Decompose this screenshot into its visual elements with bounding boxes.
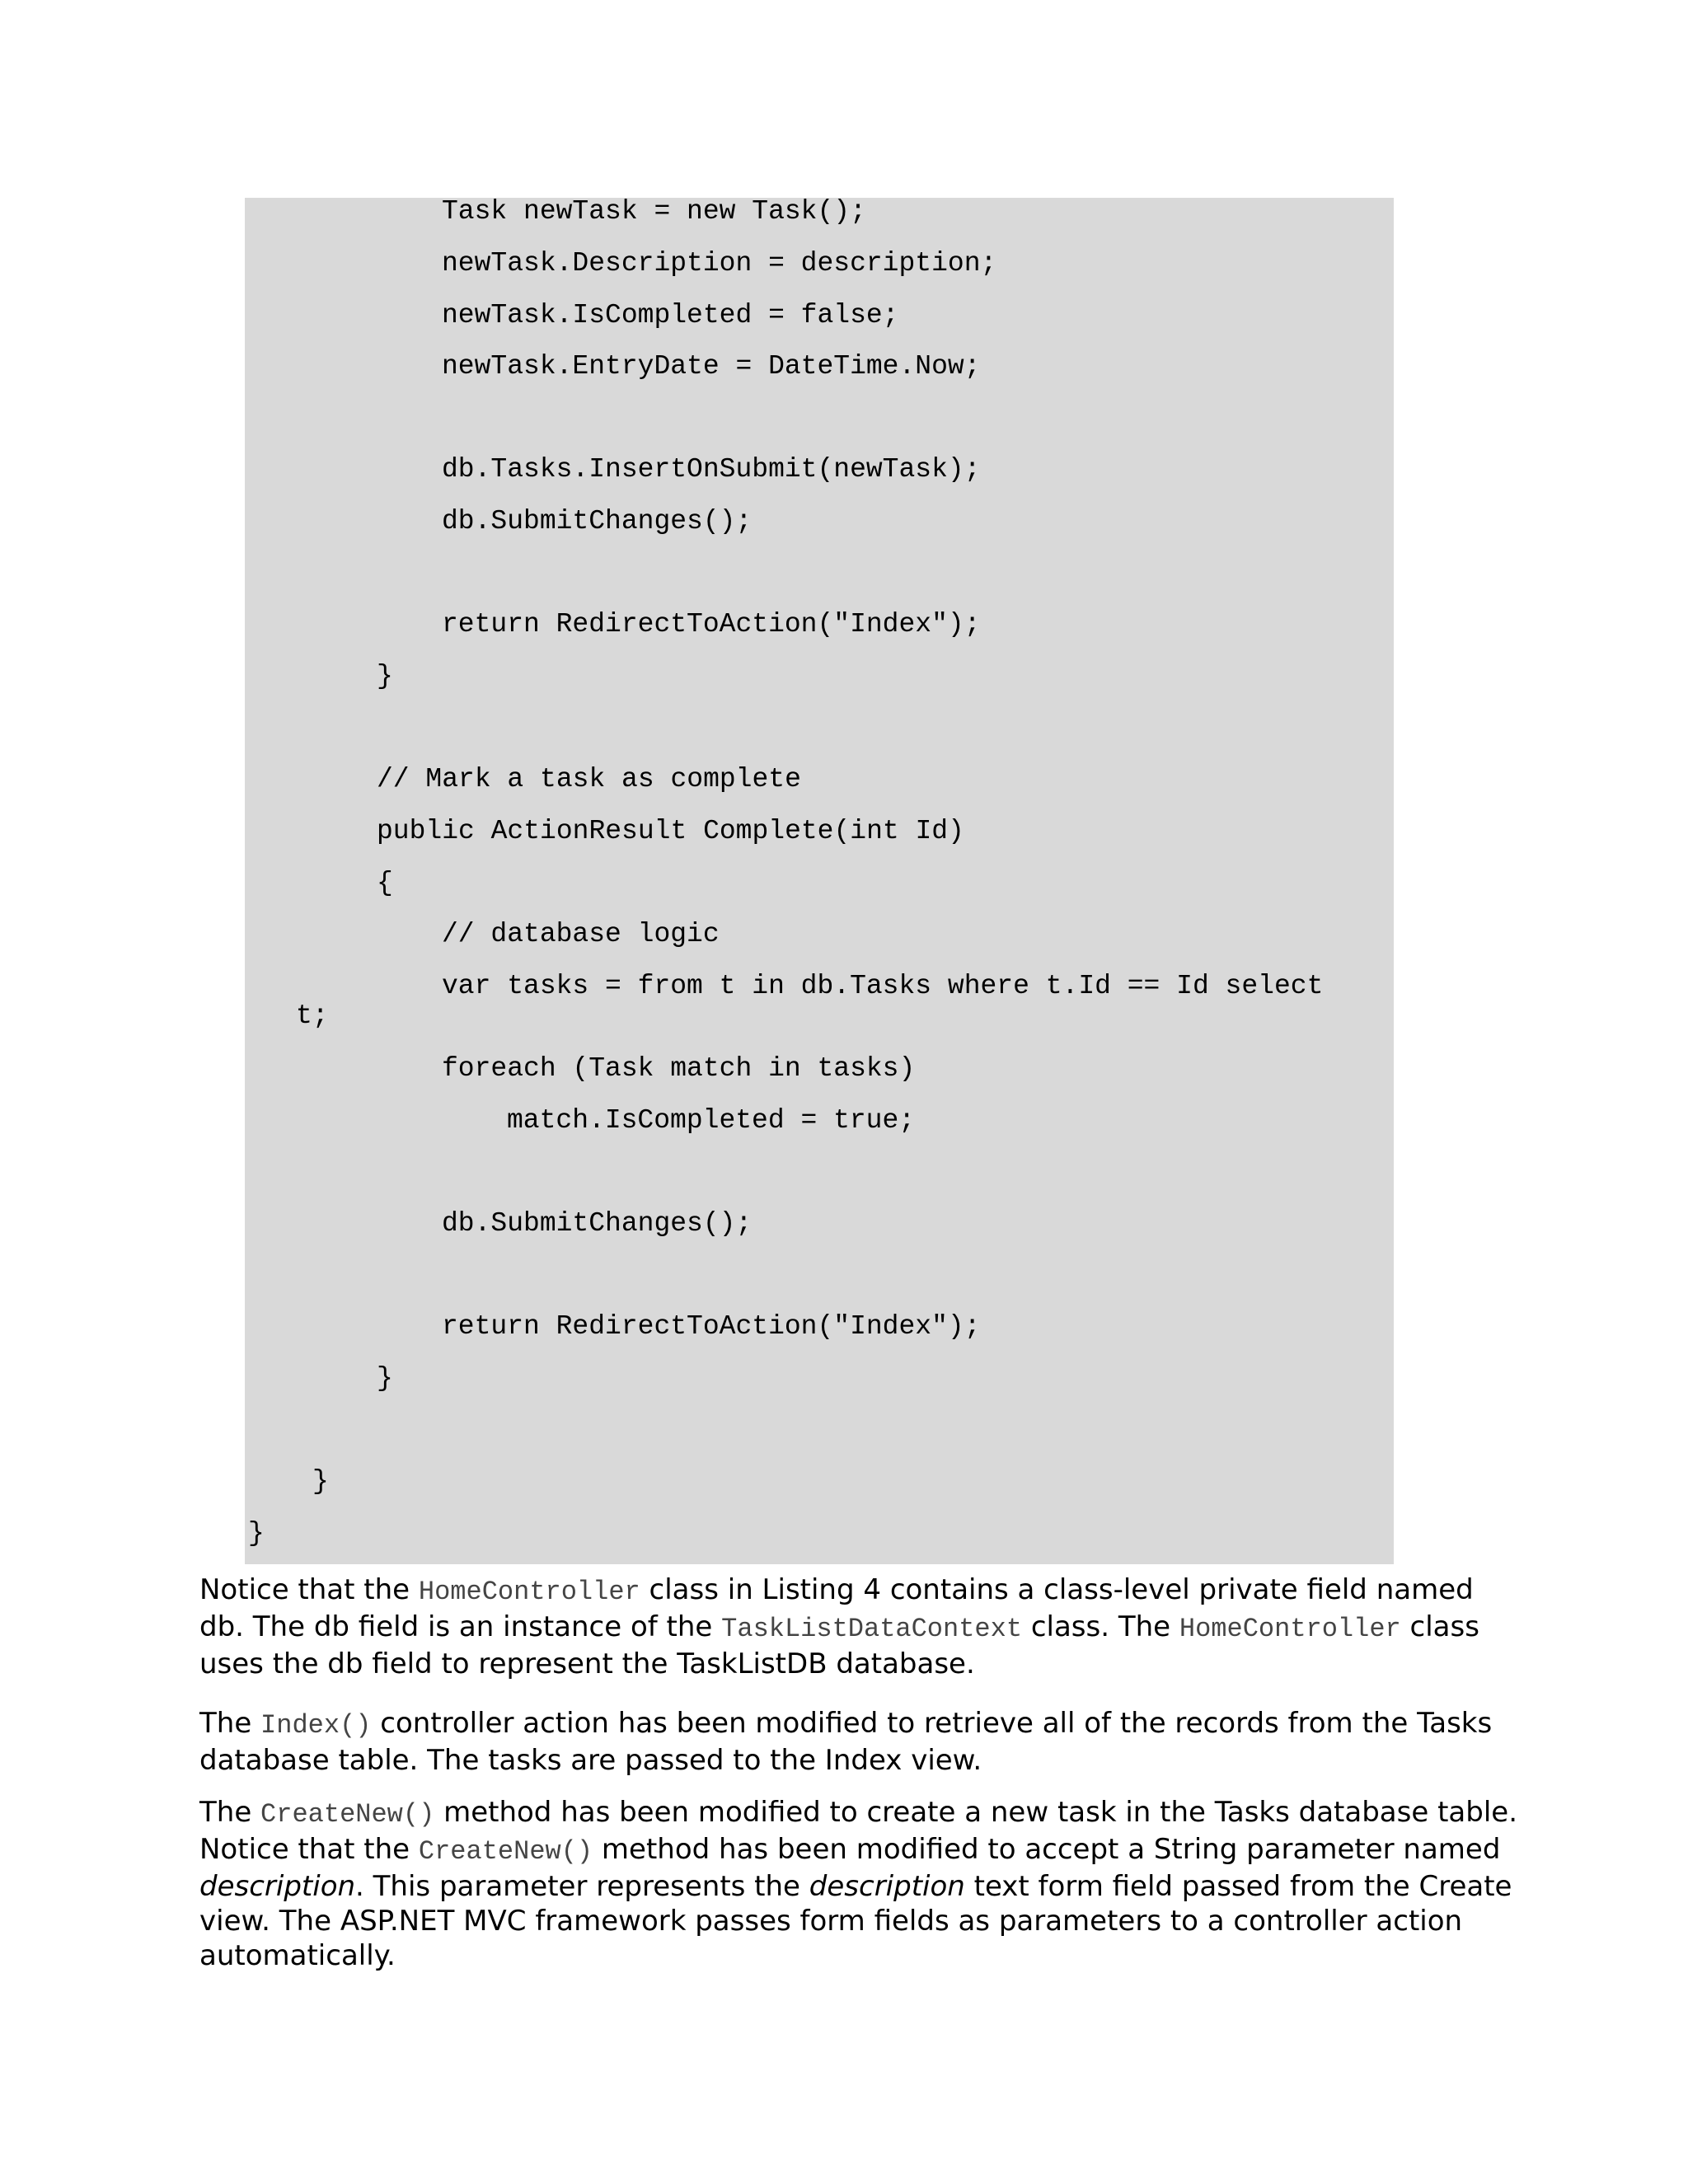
code-line: return RedirectToAction("Index");	[442, 609, 981, 640]
code-comment: // database logic	[442, 919, 720, 949]
inline-code: Index()	[260, 1710, 372, 1741]
emphasis: description	[809, 1870, 965, 1903]
text: The	[199, 1796, 261, 1829]
code-line: }	[248, 1518, 265, 1549]
text: class. The	[1022, 1610, 1179, 1643]
text: text form field passed from the Create view. The ASP.NET MVC framework passes form fields as parameters to a controller action automatically.	[199, 1870, 1512, 1972]
text: Notice that the	[199, 1573, 419, 1606]
text: class uses the db field to represent the TaskListDB database.	[199, 1610, 1479, 1680]
code-line: }	[377, 661, 393, 691]
code-line: {	[377, 868, 393, 898]
code-line: }	[312, 1466, 329, 1497]
text: controller action has been modified to retrieve all of the records from the Tasks database table. The tasks are passed to the Index view.	[199, 1707, 1493, 1777]
code-line: db.Tasks.InsertOnSubmit(newTask);	[442, 454, 981, 485]
paragraph-homecontroller	[199, 1572, 1518, 1681]
code-line: db.SubmitChanges();	[442, 506, 753, 537]
code-comment: // Mark a task as complete	[377, 764, 801, 794]
code-line: var tasks = from t in db.Tasks where t.Id == Id select	[442, 971, 1324, 1001]
code-listing	[245, 198, 1394, 1564]
code-line: Task newTask = new Task();	[442, 196, 866, 227]
code-line: newTask.Description = description;	[442, 248, 997, 279]
text: class in Listing 4 contains a class-level private field named db. The db field is an instance of the	[199, 1573, 1474, 1643]
inline-code: CreateNew()	[418, 1836, 593, 1867]
inline-code: HomeController	[1179, 1614, 1401, 1644]
code-line: t;	[296, 1001, 329, 1031]
paragraph-createnew-method	[199, 1795, 1518, 1973]
code-line: foreach (Task match in tasks)	[442, 1053, 916, 1084]
code-line: public ActionResult Complete(int Id)	[377, 816, 964, 846]
inline-code: CreateNew()	[260, 1799, 435, 1830]
code-line: return RedirectToAction("Index");	[442, 1311, 981, 1342]
emphasis: description	[199, 1870, 356, 1903]
code-line: newTask.EntryDate = DateTime.Now;	[442, 351, 981, 382]
code-line: newTask.IsCompleted = false;	[442, 300, 899, 330]
paragraph-index-action	[199, 1706, 1518, 1778]
text: method has been modified to create a new task in the Tasks database table. Notice that the	[199, 1796, 1517, 1866]
text: The	[199, 1707, 261, 1740]
inline-code: TaskListDataContext	[721, 1614, 1023, 1644]
text: . This parameter represents the	[355, 1870, 809, 1903]
code-line: match.IsCompleted = true;	[507, 1105, 916, 1136]
code-line: }	[377, 1363, 393, 1394]
inline-code: HomeController	[418, 1577, 640, 1607]
text: method has been modified to accept a String parameter named	[593, 1833, 1501, 1866]
code-line: db.SubmitChanges();	[442, 1208, 753, 1239]
